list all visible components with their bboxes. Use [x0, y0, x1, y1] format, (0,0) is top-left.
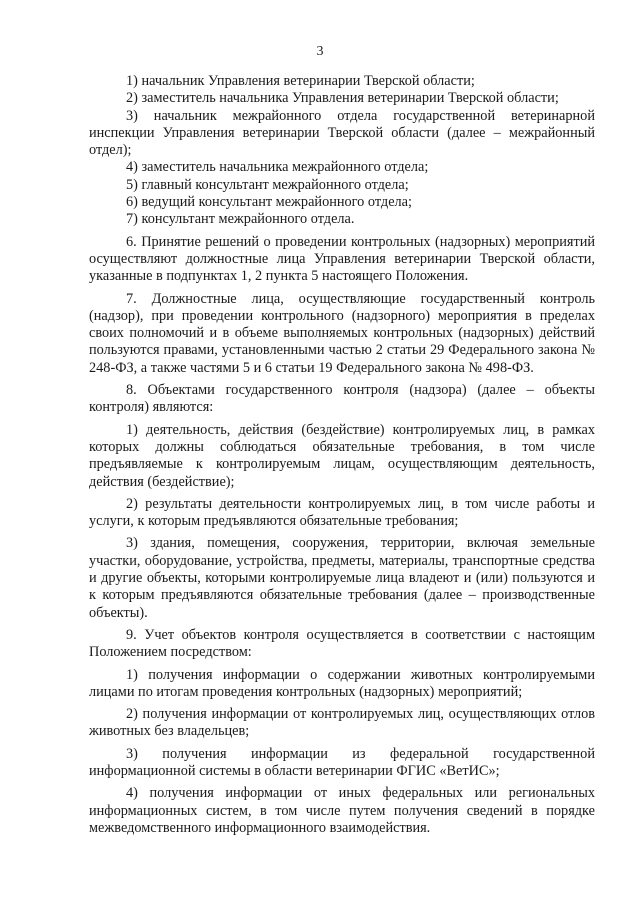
clause-8-item-1: 1) деятельность, действия (бездействие) контролируемых лиц, в рамках которых должны соблюдаться обязательные требования, в том числе предъявляемые к контролируемым лицам, осуществляющим деятельность, действия (бездействие); — [89, 421, 595, 490]
clause-9-item-3: 3) получения информации из федеральной государственной информационной системы в области ветеринарии ФГИС «ВетИС»; — [89, 745, 595, 779]
clause-9-item-4: 4) получения информации от иных федеральных или региональных информационных систем, в том числе путем получения сведений в порядке межведомственного информационного взаимодействия. — [89, 785, 595, 836]
list-item-6: 6) ведущий консультант межрайонного отдела; — [126, 194, 412, 211]
list-item-1: 1) начальник Управления ветеринарии Тверской области; — [126, 73, 475, 89]
clause-8: 8. Объектами государственного контроля (надзора) (далее – объекты контроля) являются: — [89, 382, 595, 416]
clause-7: 7. Должностные лица, осуществляющие государственный контроль (надзор), при проведении контрольного (надзорного) мероприятия в пределах своих полномочий и в объеме выполняемых контрольных (надзорных) действий пользуются правами, установленными частью 2 статьи 29 Федерального закона № 248-ФЗ, а также частями 5 и 6 статьи 19 Федерального закона № 498-ФЗ. — [89, 290, 595, 376]
clause-8-item-3: 3) здания, помещения, сооружения, территории, включая земельные участки, оборудование, устройства, предметы, материалы, транспортные средства и другие объекты, которыми контролируемые лица владеют и (или) пользуются и к которым предъявляются обязательные требования (далее – производственные объекты). — [89, 535, 595, 621]
list-item-3: 3) начальник межрайонного отдела государственной ветеринарной инспекции Управления ветеринарии Тверской области (далее – межрайонный отдел); — [89, 107, 595, 159]
list-item-5: 5) главный консультант межрайонного отдела; — [126, 176, 409, 193]
clause-9-item-2: 2) получения информации от контролируемых лиц, осуществляющих отлов животных без владельцев; — [89, 706, 595, 740]
clause-8-item-2: 2) результаты деятельности контролируемых лиц, в том числе работы и услуги, к которым предъявляются обязательные требования; — [89, 495, 595, 530]
clause-6: 6. Принятие решений о проведении контрольных (надзорных) мероприятий осуществляют должностные лица Управления ветеринарии Тверской области, указанные в подпунктах 1, 2 пункта 5 настоящего Положения. — [89, 233, 595, 285]
list-item-4: 4) заместитель начальника межрайонного отдела; — [126, 159, 429, 176]
clause-9: 9. Учет объектов контроля осуществляется в соответствии с настоящим Положением посредством: — [89, 626, 595, 661]
list-item-7: 7) консультант межрайонного отдела. — [126, 211, 355, 228]
document-body — [89, 73, 595, 837]
list-item-2: 2) заместитель начальника Управления ветеринарии Тверской области; — [126, 90, 559, 107]
page-number: 3 — [316, 44, 324, 59]
clause-9-item-1: 1) получения информации о содержании животных контролируемыми лицами по итогам проведения контрольных (надзорных) мероприятий; — [89, 666, 595, 700]
